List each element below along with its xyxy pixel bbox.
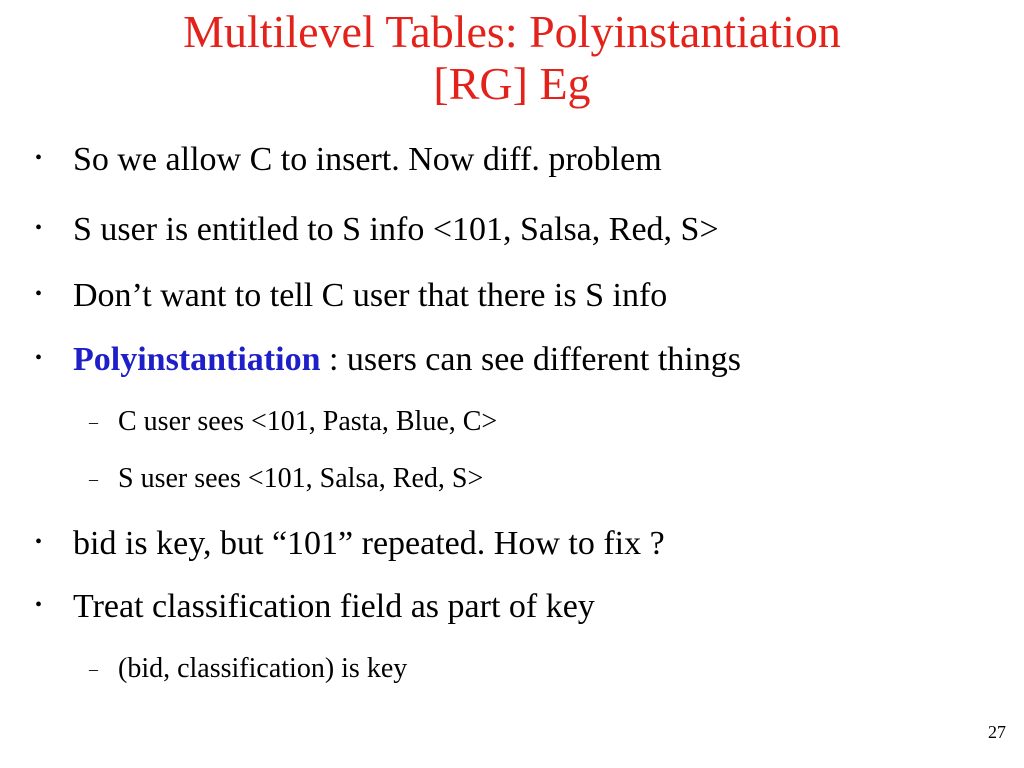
bullet-text: So we allow C to insert. Now diff. problem [73, 141, 662, 178]
dash-icon: – [89, 468, 98, 489]
sub-bullet-item [89, 462, 483, 498]
sub-bullet-item [89, 652, 407, 688]
sub-bullet-text: S user sees <101, Salsa, Red, S> [118, 463, 484, 494]
bullet-text: : users can see different things [320, 341, 741, 378]
bullet-item [35, 140, 662, 182]
slide-title-line-1: Multilevel Tables: Polyinstantiation [183, 6, 841, 57]
bullet-item [35, 340, 741, 382]
bullet-item [35, 210, 719, 252]
bullet-item [35, 524, 665, 566]
bullet-text: bid is key, but “101” repeated. How to fix ? [73, 525, 665, 562]
bullet-text: S user is entitled to S info <101, Salsa, Red, S> [73, 211, 719, 248]
bullet-dot-icon: • [35, 147, 43, 170]
bullet-dot-icon: • [35, 594, 43, 617]
page-number: 27 [988, 722, 1006, 742]
bullet-dot-icon: • [35, 531, 43, 554]
bullet-text: Don’t want to tell C user that there is S info [73, 277, 668, 314]
bullet-item [35, 276, 667, 318]
sub-bullet-item [89, 405, 497, 441]
bullet-dot-icon: • [35, 347, 43, 370]
sub-bullet-text: (bid, classification) is key [118, 653, 408, 684]
bullet-dot-icon: • [35, 283, 43, 306]
bullet-dot-icon: • [35, 217, 43, 240]
dash-icon: – [89, 411, 98, 432]
bullet-item [35, 587, 595, 629]
dash-icon: – [89, 658, 98, 679]
bullet-text: Treat classification field as part of key [73, 588, 595, 625]
bullet-term: Polyinstantiation [73, 341, 321, 378]
sub-bullet-text: C user sees <101, Pasta, Blue, C> [118, 406, 498, 437]
slide-title-line-2: [RG] Eg [433, 58, 591, 109]
